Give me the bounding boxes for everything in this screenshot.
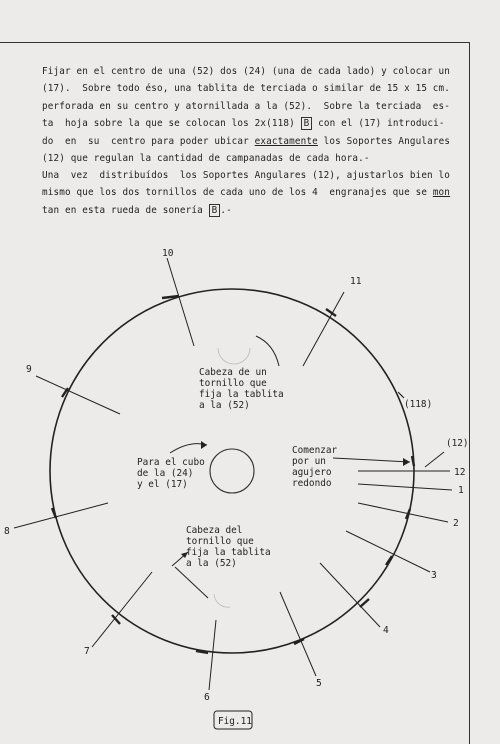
screw-head-top <box>218 348 250 364</box>
leader-12 <box>425 452 444 467</box>
boxed-ref: B <box>301 117 313 130</box>
number-5: 5 <box>316 678 322 689</box>
number-1: 1 <box>458 485 464 496</box>
line-9 <box>36 376 120 414</box>
line-2 <box>358 503 448 522</box>
number-9: 9 <box>26 364 32 375</box>
label-comenzar-line2: por un <box>292 456 326 467</box>
line-1 <box>358 484 452 490</box>
center-hole <box>210 449 254 493</box>
line-4 <box>320 563 380 627</box>
number-3: 3 <box>431 570 437 581</box>
number-4: 4 <box>383 625 389 636</box>
leader-118 <box>399 393 403 397</box>
diagram-labels <box>137 367 469 569</box>
line-6 <box>209 620 216 690</box>
number-7: 7 <box>84 646 90 657</box>
label-cabeza2-line1: Cabeza del <box>186 525 243 536</box>
leader-comenzar <box>333 458 410 462</box>
label-comenzar-line1: Comenzar <box>292 445 338 456</box>
line-11 <box>303 292 344 366</box>
number-11: 11 <box>350 276 362 287</box>
label-cabeza1-line3: fija la tablita <box>199 389 284 400</box>
label-cubo-line1: Para el cubo <box>137 457 205 468</box>
line-8 <box>14 503 108 528</box>
label-cabeza1-line2: tornillo que <box>199 378 267 389</box>
screw-head-bottom <box>214 594 230 607</box>
label-cubo-line2: de la (24) <box>137 468 194 479</box>
rim-support-marks <box>52 296 414 653</box>
label-cubo-line3: y el (17) <box>137 479 188 490</box>
label-ref-118: (118) <box>404 399 433 410</box>
label-cabeza1-line1: Cabeza de un <box>199 367 267 378</box>
line-10 <box>167 258 194 346</box>
figure-caption: Fig.11 <box>218 716 252 727</box>
number-8: 8 <box>4 526 10 537</box>
label-comenzar-line4: redondo <box>292 478 332 489</box>
line-5 <box>280 592 316 676</box>
instruction-paragraph-2: Una vez distribuídos los Soportes Angulares (12), ajustarlos bien lo mismo que los dos tornillos de cada uno de los 4 engranajes que se mon tan en esta rueda de sonería B .- <box>42 170 451 216</box>
number-10: 10 <box>162 248 174 259</box>
instruction-paragraph-1: Fijar en el centro de una (52) dos (24) (una de cada lado) y colocar un (17). Sobre todo éso, una tablita de terciada o similar de 15 x 15 cm. perforada en su centro y atornillada a la (52). Sobre la terciada es- ta hoja sobre la que se colocan los 2x(118) B con el (17) introduci- do en su centro para poder ubicar exactamente los Soportes Angulares (12) que regulan la cantidad de campanadas de cada hora.- <box>42 66 451 165</box>
leader-cabeza1 <box>256 336 279 366</box>
number-12: 12 <box>454 467 466 478</box>
boxed-ref: B <box>209 204 221 217</box>
number-6: 6 <box>204 692 210 703</box>
label-cabeza1-line4: a la (52) <box>199 400 250 411</box>
hour-numbers <box>4 248 466 703</box>
label-cabeza2-line4: a la (52) <box>186 558 237 569</box>
underlined-word: mon <box>432 187 451 199</box>
label-ref-12: (12) <box>446 438 469 449</box>
label-cabeza2-line3: fija la tablita <box>186 547 271 558</box>
label-cabeza2-line2: tornillo que <box>186 536 254 547</box>
number-2: 2 <box>453 518 459 529</box>
label-comenzar-line3: agujero <box>292 467 332 478</box>
line-7 <box>92 572 152 647</box>
underlined-word: exactamente <box>254 135 318 147</box>
leader-cabeza2-b <box>175 567 208 598</box>
